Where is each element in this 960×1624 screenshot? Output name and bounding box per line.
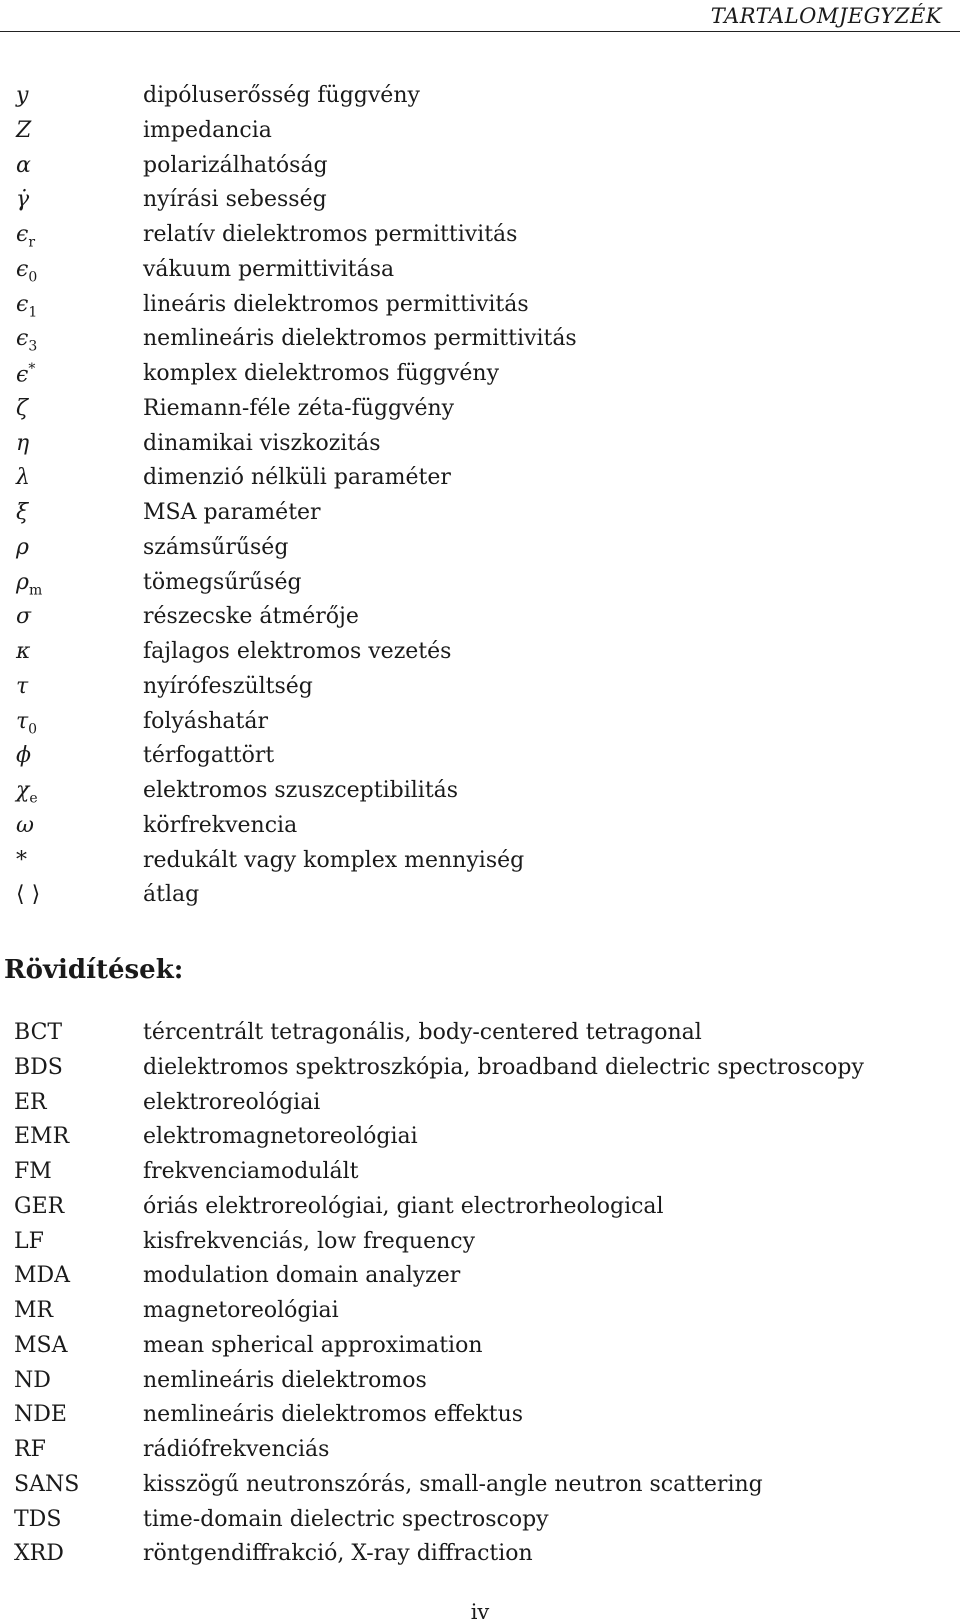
symbol-base: ρ	[16, 534, 29, 560]
abbreviation: SANS	[14, 1471, 80, 1497]
symbol	[16, 778, 136, 806]
abbreviations-heading: Rövidítések:	[4, 955, 184, 985]
symbol-base: Z	[16, 117, 32, 143]
symbol	[16, 709, 136, 737]
symbol-base: ω	[16, 812, 34, 838]
abbreviation-row	[0, 1402, 960, 1437]
symbol	[16, 257, 136, 285]
abbreviation: GER	[14, 1193, 65, 1219]
symbol-base: ϕ	[16, 743, 31, 769]
abbreviation-row	[0, 1229, 960, 1264]
symbol-subscript: 0	[28, 720, 38, 737]
abbreviation: MDA	[14, 1263, 71, 1289]
symbol-row	[0, 187, 960, 222]
abbreviation: MSA	[14, 1332, 68, 1358]
abbreviation-description: nemlineáris dielektromos	[143, 1367, 427, 1393]
symbol-row	[0, 709, 960, 744]
symbol-description: MSA paraméter	[143, 500, 321, 525]
symbol-list	[0, 83, 960, 917]
symbol-subscript: 3	[28, 338, 38, 355]
symbol-row	[0, 674, 960, 709]
symbol-row	[0, 292, 960, 327]
abbreviation-description: kisfrekvenciás, low frequency	[143, 1228, 476, 1254]
symbol-description: polarizálhatóság	[143, 152, 328, 178]
abbreviation: BCT	[14, 1020, 63, 1045]
symbol-subscript: 1	[28, 303, 38, 320]
symbol-description: nemlineáris dielektromos permittivitás	[143, 326, 577, 352]
abbreviation: XRD	[14, 1541, 64, 1567]
symbol-row	[0, 535, 960, 570]
symbol	[16, 118, 136, 143]
abbreviation-row	[0, 1298, 960, 1333]
symbol-base: ζ	[16, 395, 28, 421]
abbreviation-row	[0, 1055, 960, 1090]
symbol-row	[0, 743, 960, 778]
symbol-description: redukált vagy komplex mennyiség	[143, 847, 525, 873]
symbol-row	[0, 500, 960, 535]
symbol-base: λ	[16, 465, 30, 491]
symbol-base: τ	[16, 673, 29, 699]
abbreviation: ND	[14, 1367, 51, 1393]
symbol-base: y	[16, 83, 29, 108]
abbreviation-row	[0, 1507, 960, 1542]
symbol-description: folyáshatár	[143, 708, 269, 734]
symbol-row	[0, 778, 960, 813]
abbreviation-row	[0, 1263, 960, 1298]
symbol-description: impedancia	[143, 117, 272, 143]
abbreviation-row	[0, 1472, 960, 1507]
symbol-row	[0, 361, 960, 396]
symbol-description: relatív dielektromos permittivitás	[143, 222, 518, 247]
symbol-subscript: r	[28, 234, 36, 251]
symbol	[16, 639, 136, 664]
symbol-base: ⟨ ⟩	[16, 882, 41, 908]
symbol-base: ϵ	[16, 256, 29, 282]
symbol-base: ϵ	[16, 326, 29, 352]
symbol-description: átlag	[143, 882, 200, 908]
running-header: TARTALOMJEGYZÉK	[710, 4, 942, 28]
symbol-description: dinamikai viszkozitás	[143, 430, 381, 456]
abbreviation-description: röntgendiffrakció, X-ray diffraction	[143, 1541, 533, 1567]
symbol-base: τ	[16, 708, 29, 734]
symbol-base: σ	[16, 604, 32, 630]
symbol-subscript: m	[28, 581, 43, 598]
symbol-base: ϵ	[16, 222, 29, 247]
abbreviation-description: óriás elektroreológiai, giant electrorheological	[143, 1193, 664, 1219]
symbol-description: körfrekvencia	[143, 812, 298, 838]
abbreviation: MR	[14, 1298, 54, 1323]
symbol-description: dimenzió nélküli paraméter	[143, 465, 451, 491]
symbol	[16, 535, 136, 560]
symbol-row	[0, 396, 960, 431]
abbreviation-description: tércentrált tetragonális, body-centered tetragonal	[143, 1020, 702, 1045]
abbreviation-description: frekvenciamodulált	[143, 1159, 359, 1184]
abbreviation: RF	[14, 1437, 46, 1462]
abbreviation-description: time-domain dielectric spectroscopy	[143, 1506, 549, 1532]
abbreviation-description: modulation domain analyzer	[143, 1263, 461, 1289]
abbreviation-row	[0, 1333, 960, 1368]
page-number: iv	[470, 1600, 490, 1624]
symbol-subscript: 0	[28, 269, 38, 286]
symbol	[16, 882, 136, 907]
symbol-row	[0, 465, 960, 500]
symbol	[16, 813, 136, 838]
symbol	[16, 326, 136, 354]
symbol	[16, 222, 136, 250]
symbol-description: tömegsűrűség	[143, 569, 302, 595]
abbreviation-row	[0, 1159, 960, 1194]
abbreviation-description: magnetoreológiai	[143, 1298, 339, 1323]
abbreviation-description: kisszögű neutronszórás, small-angle neutron scattering	[143, 1471, 763, 1497]
symbol	[16, 500, 136, 525]
symbol-description: nyírási sebesség	[143, 187, 327, 213]
symbol	[16, 292, 136, 320]
abbreviation-row	[0, 1541, 960, 1576]
symbol	[16, 83, 136, 108]
symbol-description: térfogattört	[143, 743, 275, 769]
abbreviation: BDS	[14, 1054, 63, 1080]
symbol	[16, 431, 136, 456]
symbol	[16, 674, 136, 699]
symbol-base: ρ	[16, 569, 29, 595]
abbreviation-description: dielektromos spektroszkópia, broadband dielectric spectroscopy	[143, 1054, 864, 1080]
symbol	[16, 187, 136, 212]
symbol-base: ϵ	[16, 362, 29, 388]
symbol-row	[0, 222, 960, 257]
symbol-row	[0, 153, 960, 188]
abbreviation: TDS	[14, 1506, 62, 1532]
symbol-subscript: e	[29, 790, 38, 807]
symbol-row	[0, 326, 960, 361]
symbol-description: lineáris dielektromos permittivitás	[143, 291, 529, 317]
symbol-description: fajlagos elektromos vezetés	[143, 639, 452, 664]
abbreviation: NDE	[14, 1402, 67, 1428]
symbol-base: *	[16, 847, 27, 873]
symbol-base: η	[16, 430, 30, 456]
symbol-row	[0, 848, 960, 883]
abbreviation-row	[0, 1368, 960, 1403]
symbol-description: elektromos szuszceptibilitás	[143, 778, 459, 803]
abbreviation-description: elektromagnetoreológiai	[143, 1124, 418, 1150]
symbol-row	[0, 813, 960, 848]
symbol-description: komplex dielektromos függvény	[143, 361, 500, 386]
abbreviation: ER	[14, 1089, 47, 1115]
symbol-description: nyírófeszültség	[143, 673, 313, 699]
symbol-row	[0, 570, 960, 605]
symbol-superscript: *	[28, 361, 36, 377]
symbol	[16, 153, 136, 178]
symbol-row	[0, 639, 960, 674]
symbol-row	[0, 118, 960, 153]
symbol-row	[0, 604, 960, 639]
symbol-row	[0, 882, 960, 917]
abbreviation-description: elektroreológiai	[143, 1089, 321, 1115]
symbol-description: Riemann-féle zéta-függvény	[143, 395, 455, 421]
symbol	[16, 396, 136, 421]
symbol-row	[0, 431, 960, 466]
symbol-base: γ̇	[16, 187, 30, 213]
abbreviation-row	[0, 1090, 960, 1125]
abbreviation-row	[0, 1020, 960, 1055]
symbol	[16, 848, 136, 873]
symbol	[16, 361, 136, 387]
symbol	[16, 743, 136, 768]
symbol-description: dipóluserősség függvény	[143, 83, 420, 108]
symbol-description: részecske átmérője	[143, 604, 359, 630]
symbol-base: κ	[16, 639, 31, 664]
symbol-row	[0, 257, 960, 292]
abbreviation-list	[0, 1020, 960, 1576]
symbol-base: ϵ	[16, 291, 29, 317]
symbol-base: ξ	[16, 500, 29, 525]
symbol-description: számsűrűség	[143, 534, 289, 560]
symbol	[16, 604, 136, 629]
symbol-row	[0, 83, 960, 118]
abbreviation-description: rádiófrekvenciás	[143, 1437, 330, 1462]
abbreviation-row	[0, 1194, 960, 1229]
abbreviation: EMR	[14, 1124, 70, 1150]
abbreviation-row	[0, 1124, 960, 1159]
symbol-base: α	[16, 152, 31, 178]
header-rule	[0, 31, 960, 32]
symbol	[16, 465, 136, 490]
abbreviation: FM	[14, 1159, 52, 1184]
symbol-description: vákuum permittivitása	[143, 256, 395, 282]
abbreviation-description: nemlineáris dielektromos effektus	[143, 1402, 524, 1428]
abbreviation-row	[0, 1437, 960, 1472]
abbreviation: LF	[14, 1228, 44, 1254]
abbreviation-description: mean spherical approximation	[143, 1332, 483, 1358]
symbol	[16, 570, 136, 598]
symbol-base: χ	[16, 778, 30, 803]
